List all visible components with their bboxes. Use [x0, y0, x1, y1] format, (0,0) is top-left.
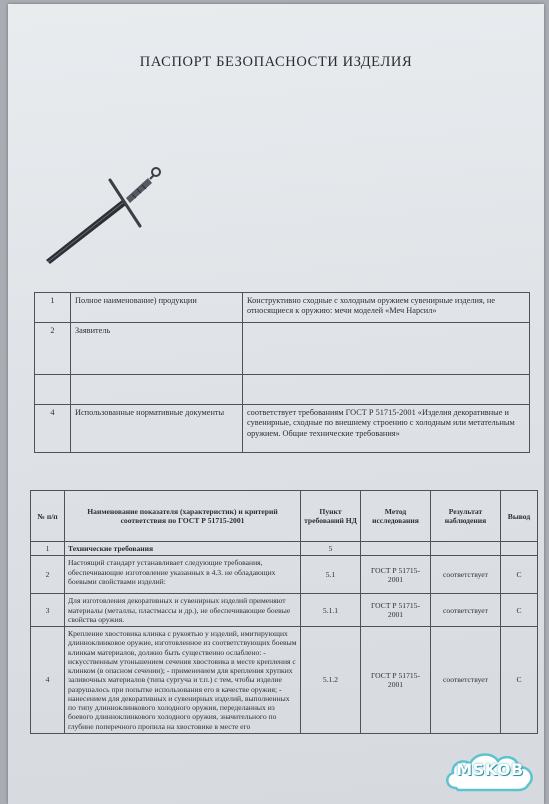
row-conclusion: С: [501, 594, 538, 627]
header-method: Метод исследования: [361, 491, 431, 542]
document-page: [8, 4, 544, 804]
table-row: [31, 542, 538, 556]
row-point: 5: [301, 542, 361, 556]
row-num: 1: [31, 542, 65, 556]
row-conclusion: С: [501, 556, 538, 594]
info-row-num: 2: [35, 323, 71, 375]
table-row: [31, 627, 538, 734]
row-point: 5.1.2: [301, 627, 361, 734]
info-row-value: [243, 323, 530, 375]
row-name: Крепление хвостовика клинка с рукоятью у изделий, имитирующих длинноклинковое оружие, изготовленное из соответствующих боевым клинкам материалов, должно быть существенно ослаблено: - искусственным утоньшением сечения хвостовика в месте крепления с клинком (в опасном сечении); - применением для крепления хрупких заливочных материалов (типа сургуча и т.п.) с тем, чтобы изделие разрушалось при попытке использования его в качестве оружия; - нанесением для декоративных и сувенирных изделий, выполненных по типу длинноклинкового холодного оружия, переделанных из боевого длинноклинкового холодного оружия, значительного по глубине поперечного пропила на хвостовике в месте его: [65, 627, 301, 734]
requirements-table: [30, 490, 538, 734]
row-num: 4: [31, 627, 65, 734]
row-result: соответствует: [431, 594, 501, 627]
info-row-label: Полное наименование) продукции: [71, 293, 243, 323]
row-method: ГОСТ Р 51715-2001: [361, 556, 431, 594]
header-point: Пункт требований НД: [301, 491, 361, 542]
table-row: [31, 556, 538, 594]
info-row-empty: [35, 375, 530, 405]
document-title: ПАСПОРТ БЕЗОПАСНОСТИ ИЗДЕЛИЯ: [139, 54, 413, 70]
row-point: 5.1.1: [301, 594, 361, 627]
watermark-logo: [442, 748, 538, 794]
info-row-value: Конструктивно сходные с холодным оружием сувенирные изделия, не относящиеся к оружию: мечи моделей «Меч Нарсил»: [243, 293, 530, 323]
row-method: ГОСТ Р 51715-2001: [361, 627, 431, 734]
info-row: [35, 293, 530, 323]
row-num: 2: [31, 556, 65, 594]
product-info-table: [34, 292, 530, 453]
row-result: соответствует: [431, 556, 501, 594]
row-name: Для изготовления декоративных и сувенирных изделий применяют материалы (металлы, пластмассы и др.), не обеспечивающие боевые свойства оружия.: [65, 594, 301, 627]
info-row-label: Использованные нормативные документы: [71, 405, 243, 453]
row-method: ГОСТ Р 51715-2001: [361, 594, 431, 627]
row-method: [361, 542, 431, 556]
info-row-num: 1: [35, 293, 71, 323]
info-row-label: Заявитель: [71, 323, 243, 375]
header-num: № п/п: [31, 491, 65, 542]
header-result: Результат наблюдения: [431, 491, 501, 542]
info-row: [35, 323, 530, 375]
sword-illustration: [40, 152, 170, 272]
watermark-text: MSKOB: [456, 760, 524, 779]
row-point: 5.1: [301, 556, 361, 594]
requirements-header-row: [31, 491, 538, 542]
header-name: Наименование показателя (характеристик) и критерий соответствия по ГОСТ Р 51715-2001: [65, 491, 301, 542]
row-conclusion: [501, 542, 538, 556]
info-row: [35, 405, 530, 453]
row-result: соответствует: [431, 627, 501, 734]
row-num: 3: [31, 594, 65, 627]
row-result: [431, 542, 501, 556]
info-row-value: соответствует требованиям ГОСТ Р 51715-2001 «Изделия декоративные и сувенирные, сходные по внешнему строению с холодным или метательным оружием. Общие технические требования»: [243, 405, 530, 453]
row-conclusion: С: [501, 627, 538, 734]
info-row-num: 4: [35, 405, 71, 453]
header-conclusion: Вывод: [501, 491, 538, 542]
row-name: Настоящий стандарт устанавливает следующие требования, обеспечивающие изготовление указанных в 4.3. не обладающих боевыми свойствами изделий:: [65, 556, 301, 594]
table-row: [31, 594, 538, 627]
row-name: Технические требования: [65, 542, 301, 556]
